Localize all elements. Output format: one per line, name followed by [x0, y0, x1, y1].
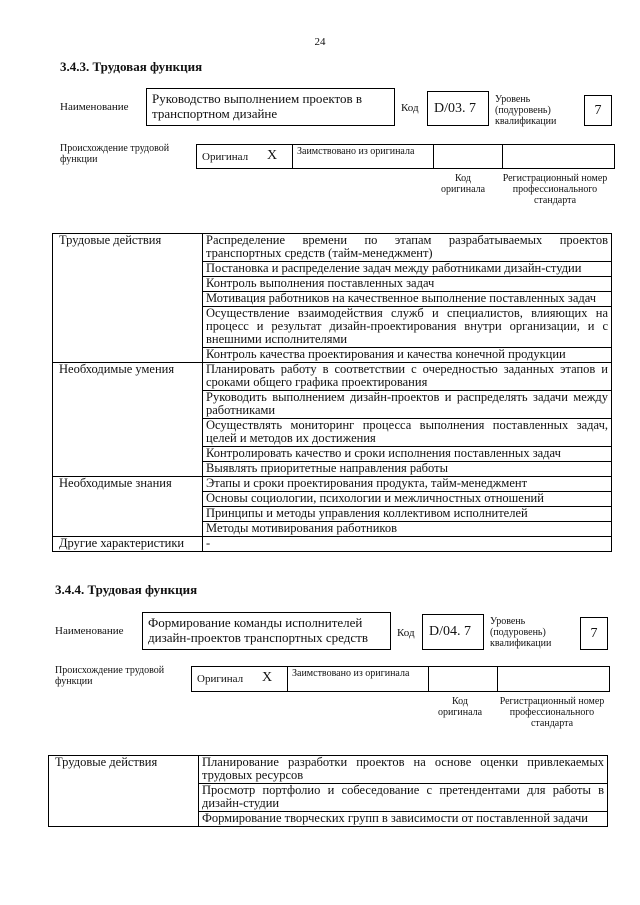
- table-cell: Распределение времени по этапам разрабатываемых проектов транспортных средств (тайм-менеджмент): [203, 234, 612, 262]
- section-heading-344: 3.4.4. Трудовая функция: [55, 582, 198, 597]
- table-cell: Методы мотивирования работников: [203, 522, 612, 537]
- section-title: Необходимые знания: [53, 477, 203, 537]
- section-title: Другие характеристики: [53, 537, 203, 552]
- divider: [433, 144, 434, 169]
- table-cell: Контроль качества проектирования и качества конечной продукции: [203, 348, 612, 363]
- table-cell: Просмотр портфолио и собеседование с претендентами для работы в дизайн-студии: [199, 784, 608, 812]
- reg-number-note-344: Регистрационный номер профессионального стандарта: [499, 696, 605, 729]
- table-cell: Планирование разработки проектов на основе оценки привлекаемых трудовых ресурсов: [199, 756, 608, 784]
- table-cell: Постановка и распределение задач между работниками дизайн-студии: [203, 262, 612, 277]
- origin-row-343: [196, 144, 615, 169]
- level-label-343: Уровень (подуровень) квалификации: [495, 94, 557, 127]
- code-original-note-343: Код оригинала: [440, 173, 486, 195]
- code-label-344: Код: [397, 627, 415, 639]
- function-code-344: D/04. 7: [422, 614, 484, 650]
- reg-number-note-343: Регистрационный номер профессионального стандарта: [502, 173, 608, 206]
- level-value-343: 7: [584, 95, 612, 126]
- section-title: Необходимые умения: [53, 363, 203, 477]
- section-heading-343: 3.4.3. Трудовая функция: [60, 59, 203, 74]
- table-cell: Основы социологии, психологии и межличностных отношений: [203, 492, 612, 507]
- origin-label-344: Происхождение трудовой функции: [55, 665, 165, 687]
- table-row: [53, 234, 612, 262]
- table-cell: Планировать работу в соответствии с очередностью заданных этапов и сроками общего графика проектирования: [203, 363, 612, 391]
- requirements-table-343: [52, 233, 612, 552]
- divider: [428, 666, 429, 692]
- section-title: Трудовые действия: [49, 756, 199, 827]
- section-title: Трудовые действия: [53, 234, 203, 363]
- table-cell: Руководить выполнением дизайн-проектов и распределять задачи между работниками: [203, 391, 612, 419]
- original-label-344: Оригинал: [197, 673, 244, 685]
- table-cell: Выявлять приоритетные направления работы: [203, 462, 612, 477]
- divider: [292, 144, 293, 169]
- origin-label-343: Происхождение трудовой функции: [60, 143, 170, 165]
- table-cell: Этапы и сроки проектирования продукта, тайм-менеджмент: [203, 477, 612, 492]
- table-row: [49, 756, 608, 784]
- borrowed-label-343: Заимствовано из оригинала: [297, 146, 415, 157]
- origin-row-344: [191, 666, 610, 692]
- table-cell: Контроль выполнения поставленных задач: [203, 277, 612, 292]
- table-cell: Мотивация работников на качественное выполнение поставленных задач: [203, 292, 612, 307]
- original-label-343: Оригинал: [202, 151, 249, 163]
- name-label-344: Наименование: [55, 625, 124, 637]
- table-cell: Принципы и методы управления коллективом исполнителей: [203, 507, 612, 522]
- table-row: [53, 537, 612, 552]
- table-cell: Осуществление взаимодействия служб и специалистов, влияющих на процесс и результат дизайн-проектирования внутри организации, и с внешними исполнителями: [203, 307, 612, 348]
- borrowed-label-344: Заимствовано из оригинала: [292, 668, 410, 679]
- function-name-344: Формирование команды исполнителей дизайн-проектов транспортных средств: [142, 612, 391, 650]
- table-row: [53, 477, 612, 492]
- divider: [497, 666, 498, 692]
- table-cell: Осуществлять мониторинг процесса выполнения поставленных задач, целей и методов их достижения: [203, 419, 612, 447]
- table-row: [53, 363, 612, 391]
- level-value-344: 7: [580, 617, 608, 650]
- table-cell: Контролировать качество и сроки исполнения поставленных задач: [203, 447, 612, 462]
- level-label-344: Уровень (подуровень) квалификации: [490, 616, 552, 649]
- divider: [287, 666, 288, 692]
- table-cell: Формирование творческих групп в зависимости от поставленной задачи: [199, 812, 608, 827]
- code-original-note-344: Код оригинала: [437, 696, 483, 718]
- page-number: 24: [314, 36, 326, 48]
- requirements-table-344: [48, 755, 608, 827]
- function-code-343: D/03. 7: [427, 91, 489, 126]
- original-mark-343: X: [267, 148, 278, 163]
- original-mark-344: X: [262, 670, 273, 685]
- divider: [502, 144, 503, 169]
- table-cell: -: [203, 537, 612, 552]
- name-label-343: Наименование: [60, 101, 129, 113]
- code-label-343: Код: [401, 102, 419, 114]
- function-name-343: Руководство выполнением проектов в транспортном дизайне: [146, 88, 395, 126]
